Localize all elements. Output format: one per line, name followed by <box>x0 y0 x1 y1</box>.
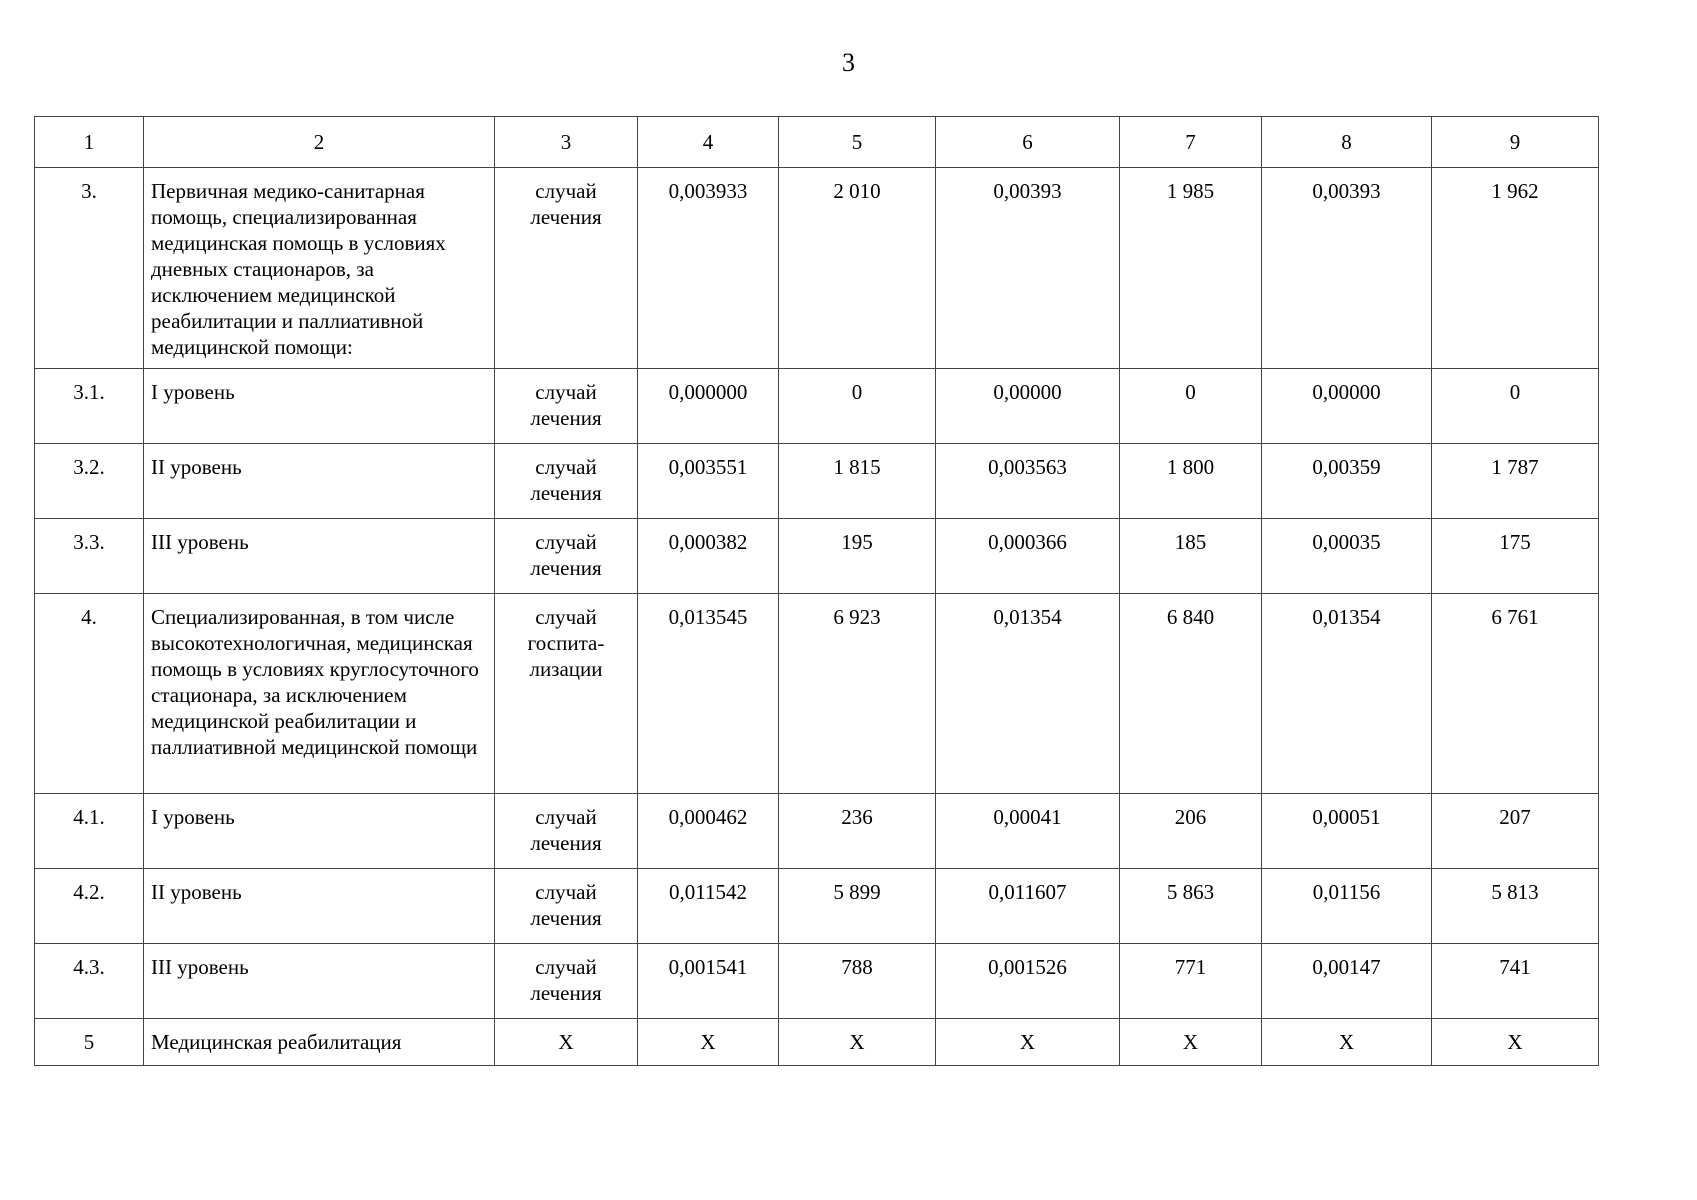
value-cell: 5 813 <box>1432 869 1599 944</box>
page-number: 3 <box>842 48 855 77</box>
row-number-cell: 3.3. <box>35 519 144 594</box>
value-cell: 0,01156 <box>1262 869 1432 944</box>
table-row <box>35 1019 1599 1066</box>
table-row <box>35 944 1599 1019</box>
value-cell: 0,00393 <box>1262 168 1432 369</box>
value-cell: 195 <box>779 519 936 594</box>
value-cell: 0,003933 <box>638 168 779 369</box>
unit-cell: Х <box>495 1019 638 1066</box>
name-cell: Первичная медико-санитарная помощь, специализированная медицинская помощь в условиях дневных стационаров, за исключением медицинской реабилитации и паллиативной медицинской помощи: <box>144 168 495 369</box>
value-cell: 0,000462 <box>638 794 779 869</box>
header-cell: 5 <box>779 117 936 168</box>
value-cell: 1 787 <box>1432 444 1599 519</box>
table-row <box>35 444 1599 519</box>
value-cell: 1 962 <box>1432 168 1599 369</box>
value-cell: 206 <box>1120 794 1262 869</box>
value-cell: 175 <box>1432 519 1599 594</box>
value-cell: 0,000000 <box>638 369 779 444</box>
value-cell: 0,000366 <box>936 519 1120 594</box>
value-cell: 0,001541 <box>638 944 779 1019</box>
table-row <box>35 519 1599 594</box>
value-cell: 0,011607 <box>936 869 1120 944</box>
row-number-cell: 5 <box>35 1019 144 1066</box>
header-cell: 8 <box>1262 117 1432 168</box>
row-number-cell: 4. <box>35 594 144 794</box>
unit-cell: случай лечения <box>495 519 638 594</box>
row-number-cell: 3.2. <box>35 444 144 519</box>
table-row <box>35 594 1599 794</box>
value-cell: 0,011542 <box>638 869 779 944</box>
value-cell: Х <box>1120 1019 1262 1066</box>
name-cell: II уровень <box>144 444 495 519</box>
name-cell: Медицинская реабилитация <box>144 1019 495 1066</box>
value-cell: 0,00035 <box>1262 519 1432 594</box>
name-cell: I уровень <box>144 369 495 444</box>
table-row <box>35 168 1599 369</box>
header-cell: 6 <box>936 117 1120 168</box>
value-cell: 6 923 <box>779 594 936 794</box>
value-cell: 0,001526 <box>936 944 1120 1019</box>
value-cell: 1 800 <box>1120 444 1262 519</box>
value-cell: 0,013545 <box>638 594 779 794</box>
unit-cell: случай госпита- лизации <box>495 594 638 794</box>
value-cell: 0,00051 <box>1262 794 1432 869</box>
value-cell: 0,00000 <box>1262 369 1432 444</box>
value-cell: 6 840 <box>1120 594 1262 794</box>
name-cell: II уровень <box>144 869 495 944</box>
unit-cell: случай лечения <box>495 944 638 1019</box>
value-cell: 0 <box>1432 369 1599 444</box>
table-row <box>35 794 1599 869</box>
value-cell: 0,003563 <box>936 444 1120 519</box>
value-cell: 771 <box>1120 944 1262 1019</box>
value-cell: 788 <box>779 944 936 1019</box>
data-table <box>34 116 1599 1066</box>
value-cell: 0,000382 <box>638 519 779 594</box>
value-cell: 0,01354 <box>1262 594 1432 794</box>
value-cell: 207 <box>1432 794 1599 869</box>
row-number-cell: 4.3. <box>35 944 144 1019</box>
value-cell: Х <box>936 1019 1120 1066</box>
value-cell: 741 <box>1432 944 1599 1019</box>
name-cell: III уровень <box>144 519 495 594</box>
value-cell: 1 815 <box>779 444 936 519</box>
value-cell: 185 <box>1120 519 1262 594</box>
value-cell: 0,00393 <box>936 168 1120 369</box>
row-number-cell: 3.1. <box>35 369 144 444</box>
value-cell: Х <box>638 1019 779 1066</box>
value-cell: 1 985 <box>1120 168 1262 369</box>
value-cell: 2 010 <box>779 168 936 369</box>
row-number-cell: 3. <box>35 168 144 369</box>
value-cell: 0,00000 <box>936 369 1120 444</box>
value-cell: 0,00041 <box>936 794 1120 869</box>
unit-cell: случай лечения <box>495 869 638 944</box>
table-row <box>35 869 1599 944</box>
value-cell: 236 <box>779 794 936 869</box>
value-cell: Х <box>1262 1019 1432 1066</box>
row-number-cell: 4.2. <box>35 869 144 944</box>
header-cell: 3 <box>495 117 638 168</box>
value-cell: 0,00147 <box>1262 944 1432 1019</box>
header-cell: 4 <box>638 117 779 168</box>
value-cell: 0 <box>1120 369 1262 444</box>
name-cell: I уровень <box>144 794 495 869</box>
row-number-cell: 4.1. <box>35 794 144 869</box>
value-cell: 0,00359 <box>1262 444 1432 519</box>
unit-cell: случай лечения <box>495 369 638 444</box>
table-header-row <box>35 117 1599 168</box>
header-cell: 2 <box>144 117 495 168</box>
value-cell: 5 863 <box>1120 869 1262 944</box>
value-cell: 0 <box>779 369 936 444</box>
value-cell: 6 761 <box>1432 594 1599 794</box>
value-cell: Х <box>779 1019 936 1066</box>
value-cell: 0,01354 <box>936 594 1120 794</box>
header-cell: 7 <box>1120 117 1262 168</box>
table-row <box>35 369 1599 444</box>
name-cell: Специализированная, в том числе высокотехнологичная, медицинская помощь в условиях круглосуточного стационара, за исключением медицинской реабилитации и паллиативной медицинской помощи <box>144 594 495 794</box>
header-cell: 1 <box>35 117 144 168</box>
value-cell: 5 899 <box>779 869 936 944</box>
name-cell: III уровень <box>144 944 495 1019</box>
header-cell: 9 <box>1432 117 1599 168</box>
unit-cell: случай лечения <box>495 794 638 869</box>
table-body <box>35 117 1599 1066</box>
unit-cell: случай лечения <box>495 168 638 369</box>
value-cell: Х <box>1432 1019 1599 1066</box>
unit-cell: случай лечения <box>495 444 638 519</box>
value-cell: 0,003551 <box>638 444 779 519</box>
